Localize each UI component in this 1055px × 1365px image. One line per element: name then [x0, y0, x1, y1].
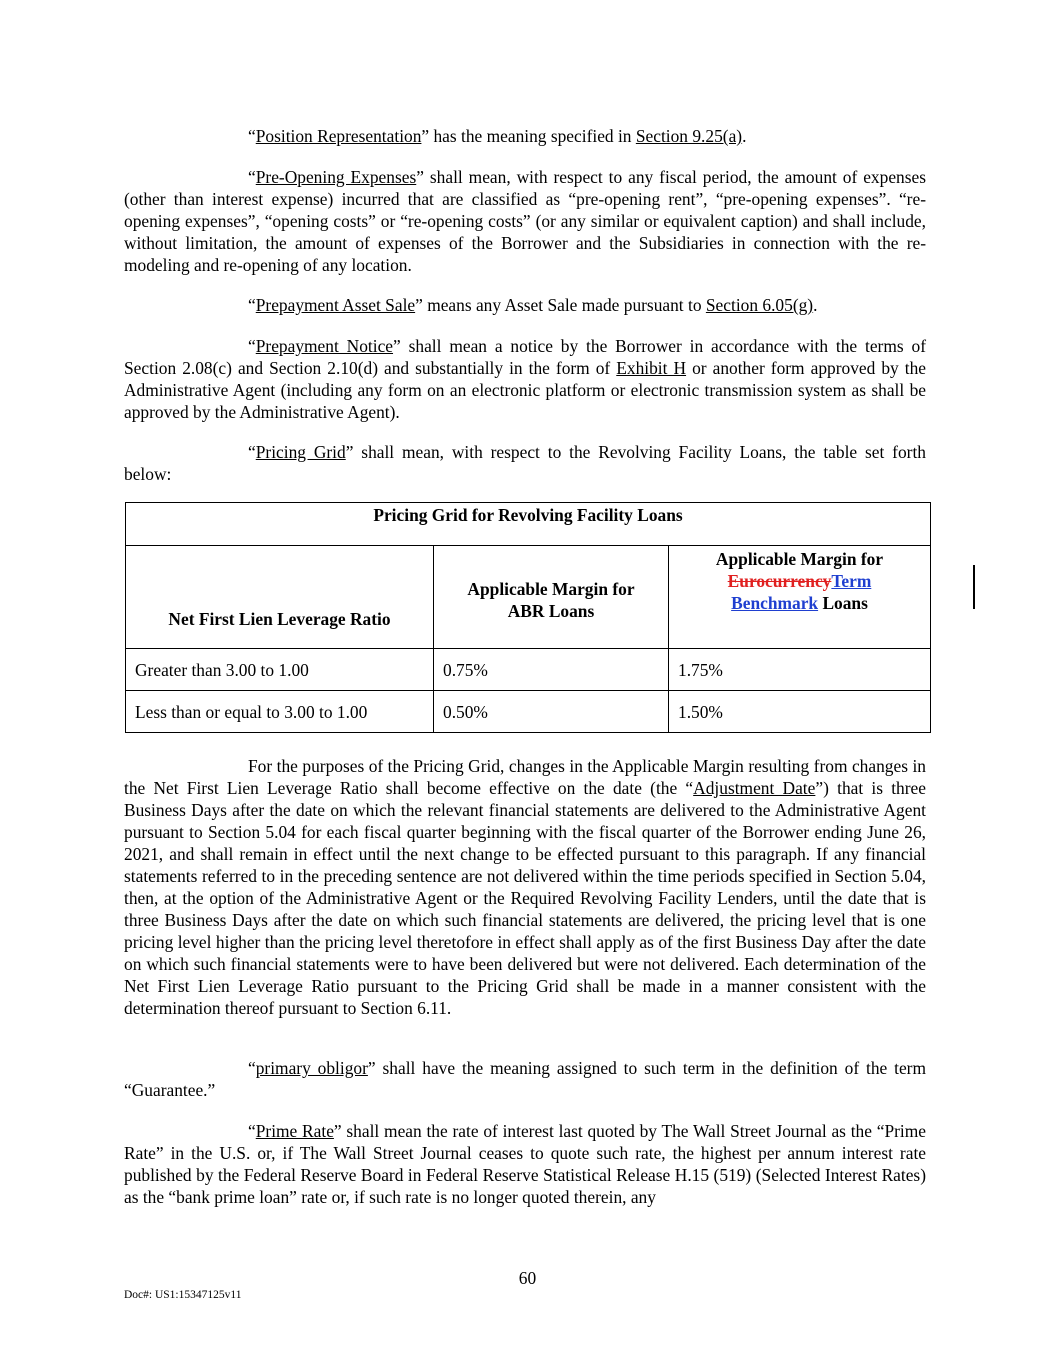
open-quote: “ — [248, 295, 256, 315]
table-title: Pricing Grid for Revolving Facility Loans — [126, 503, 931, 546]
definition-prepayment-notice — [124, 335, 926, 423]
term-margin-cell: 1.75% — [669, 649, 931, 691]
header-term-line3 — [678, 592, 921, 614]
paragraph-text-continued: ”) that is three Business Days after the date on which the relevant financial statements are delivered to the Administrative Agent pursuant to Section 5.04 for each fiscal quarter beginning with the fiscal quarter of the Borrower ending June 26, 2021, and shall remain in effect until the next change to be effected pursuant to this paragraph. If any financial statements referred to in the preceding sentence are not delivered within the time periods specified in Section 5.04, then, at the option of the Administrative Agent or the Required Revolving Facility Lenders, until the date that is three Business Days after the date on which such financial statements are delivered, the pricing level that is one pricing level higher than the pricing level theretofore in effect shall apply as of the first Business Day after the date on which such financial statements were to have been delivered but were not delivered. Each determination of the Net First Lien Leverage Ratio pursuant to the Pricing Grid shall be made in a manner consistent with the determination thereof pursuant to Section 6.11. — [124, 778, 926, 1018]
abr-margin-cell: 0.50% — [434, 691, 669, 733]
definition-text: ” shall mean, with respect to the Revolving Facility Loans, the table set forth below: — [124, 442, 926, 484]
section-reference: Section 6.05(g) — [705, 295, 814, 315]
header-abr-line2: ABR Loans — [507, 601, 595, 621]
definition-prime-rate — [124, 1120, 926, 1208]
header-term-benchmark-margin — [669, 546, 931, 649]
open-quote: “ — [248, 126, 256, 146]
defined-term: Position Representation — [255, 126, 422, 146]
term-margin-cell: 1.50% — [669, 691, 931, 733]
definition-text-end: or another form approved by the Administrative Agent (including any form on an electronic platform or electronic transmission system as shall be approved by the Administrative Agent). — [124, 358, 926, 422]
paragraph-text: For the purposes of the Pricing Grid, changes in the Applicable Margin resulting from changes in the Net First Lien Leverage Ratio shall become effective on the date (the “ — [124, 756, 926, 798]
table-row — [126, 691, 931, 733]
defined-term: Prime Rate — [255, 1121, 334, 1141]
header-term-suffix: Loans — [818, 593, 868, 613]
exhibit-reference: Exhibit H — [616, 358, 687, 378]
deleted-text: Eurocurrency — [727, 571, 832, 591]
defined-term: Pre-Opening Expenses — [255, 167, 417, 187]
defined-term: Adjustment Date — [693, 778, 816, 798]
section-reference: Section 9.25(a) — [635, 126, 743, 146]
defined-term: primary obligor — [255, 1058, 368, 1078]
defined-term: Prepayment Notice — [255, 336, 394, 356]
definition-text: ” has the meaning specified in — [421, 126, 636, 146]
definition-text: ” means any Asset Sale made pursuant to — [415, 295, 706, 315]
inserted-text: Benchmark — [731, 593, 819, 613]
header-abr-line1: Applicable Margin for — [467, 579, 635, 599]
pricing-grid-table — [125, 502, 931, 733]
header-term-line2 — [678, 570, 921, 592]
open-quote: “ — [248, 1058, 256, 1078]
inserted-text: Term — [831, 571, 872, 591]
table-title-row — [126, 503, 931, 546]
definition-text: ” shall mean a notice by the Borrower in accordance with the terms of Section 2.08(c) and Section 2.10(d) and substantially in the form of — [124, 336, 926, 378]
definition-pricing-grid — [124, 441, 926, 485]
ratio-cell: Less than or equal to 3.00 to 1.00 — [126, 691, 434, 733]
open-quote: “ — [248, 336, 256, 356]
definition-prepayment-asset-sale — [124, 294, 926, 316]
header-net-first-lien-ratio: Net First Lien Leverage Ratio — [126, 546, 434, 649]
abr-margin-cell: 0.75% — [434, 649, 669, 691]
definition-text-end: . — [813, 295, 818, 315]
table-header-row — [126, 546, 931, 649]
pricing-grid-purposes-paragraph — [124, 755, 926, 1019]
open-quote: “ — [248, 167, 256, 187]
defined-term: Pricing Grid — [255, 442, 346, 462]
header-term-line1: Applicable Margin for — [715, 549, 884, 569]
definition-text-end: . — [742, 126, 747, 146]
open-quote: “ — [248, 442, 256, 462]
open-quote: “ — [248, 1121, 256, 1141]
page-number: 60 — [518, 1268, 537, 1288]
definition-pre-opening-expenses — [124, 166, 926, 276]
document-id: Doc#: US1:15347125v11 — [124, 1289, 242, 1301]
definition-text: ” shall mean, with respect to any fiscal period, the amount of expenses (other than interest expense) incurred that are classified as “pre-opening rent”, “pre-opening expenses”. “re-opening expenses”, “opening costs” or “re-opening costs” (or any similar or equivalent caption) and shall include, without limitation, the amount of expenses of the Borrower and the Subsidiaries in connection with the re-modeling and re-opening of any location. — [124, 167, 926, 275]
definition-primary-obligor — [124, 1057, 926, 1101]
revision-change-bar — [973, 565, 975, 609]
defined-term: Prepayment Asset Sale — [255, 295, 416, 315]
definition-text: ” shall mean the rate of interest last quoted by The Wall Street Journal as the “Prime Rate” in the U.S. or, if The Wall Street Journal ceases to quote such rate, the highest per annum interest rate published by the Federal Reserve Board in Federal Reserve Statistical Release H.15 (519) (Selected Interest Rates) as the “bank prime loan” rate or, if such rate is no longer quoted therein, any — [124, 1121, 926, 1207]
ratio-cell: Greater than 3.00 to 1.00 — [126, 649, 434, 691]
table-row — [126, 649, 931, 691]
definition-position-representation — [124, 125, 926, 147]
header-abr-margin — [434, 546, 669, 649]
definition-text: ” shall have the meaning assigned to such term in the definition of the term “Guarantee.” — [124, 1058, 927, 1100]
